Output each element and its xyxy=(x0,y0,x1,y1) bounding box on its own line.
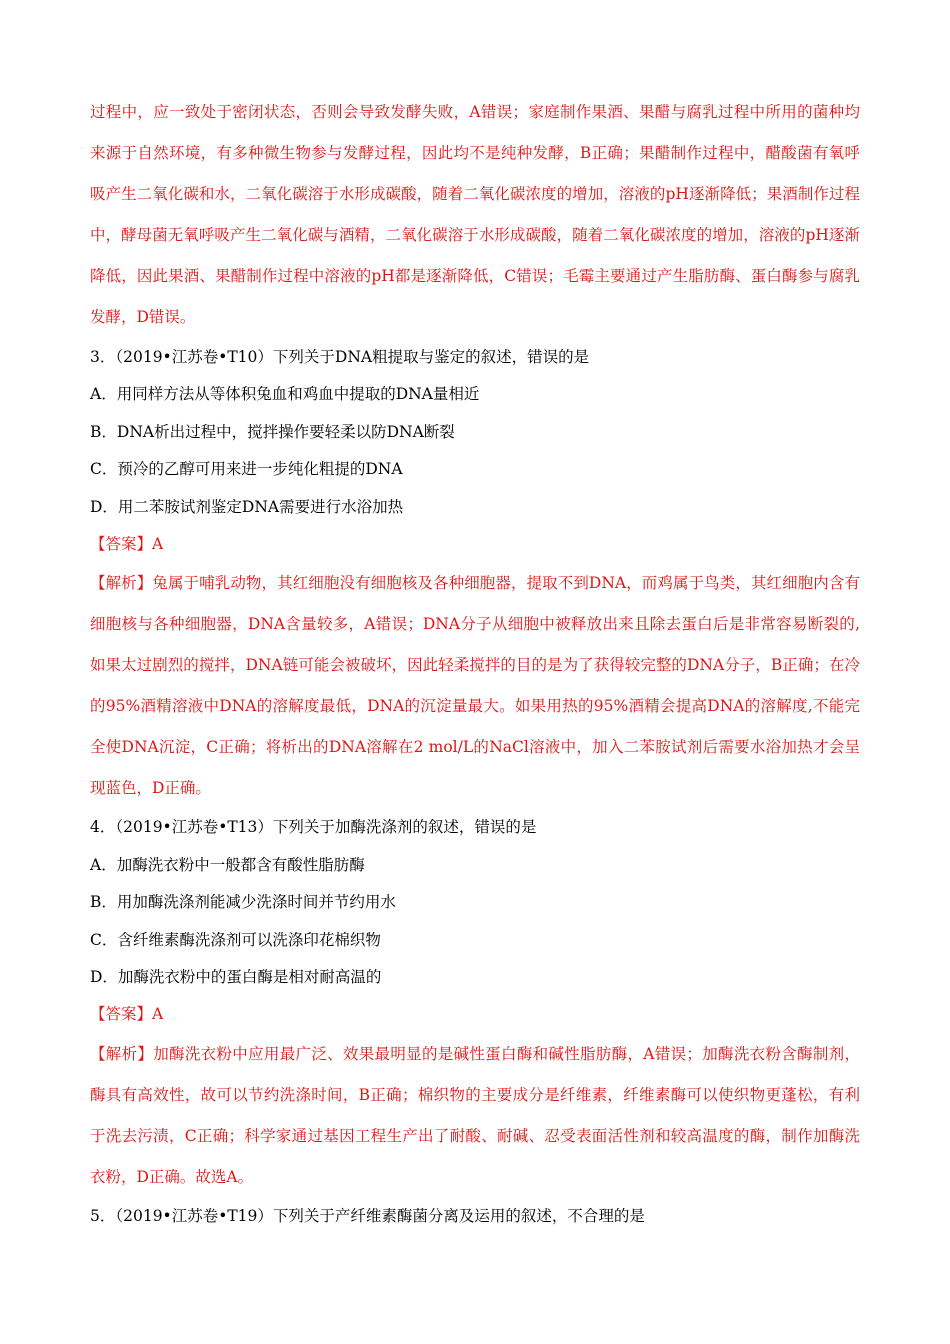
question-3-answer xyxy=(90,526,860,563)
question-4-analysis xyxy=(90,1034,860,1198)
question-3-option-d: D．用二苯胺试剂鉴定DNA需要进行水浴加热 xyxy=(90,497,404,516)
answer-value: A xyxy=(152,1005,164,1024)
question-3-option-a: A．用同样方法从等体积兔血和鸡血中提取的DNA量相近 xyxy=(90,385,480,404)
answer-label: 【答案】 xyxy=(90,1005,153,1024)
analysis-text: 兔属于哺乳动物，其红细胞没有细胞核及各种细胞器，提取不到DNA，而鸡属于鸟类，其红细胞内含有细胞核与各种细胞器，DNA含量较多，A错误；DNA分子从细胞中被释放出来且除去蛋白后是非常容易断裂的,如果太过剧烈的搅拌，DNA链可能会被破坏，因此轻柔搅拌的目的是为了获得较完整的DNA分子，B正确；在冷的95%酒精溶液中DNA的溶解度最低，DNA的沉淀量最大。如果用热的95%酒精会提高DNA的溶解度,不能完全使DNA沉淀，C正确；将析出的DNA溶解在2 mol/L的NaCl溶液中，加入二苯胺试剂后需要水浴加热才会呈现蓝色，D正确。 xyxy=(90,574,860,798)
analysis-text: 加酶洗衣粉中应用最广泛、效果最明显的是碱性蛋白酶和碱性脂肪酶，A错误；加酶洗衣粉含酶制剂，酶具有高效性，故可以节约洗涤时间，B正确；棉织物的主要成分是纤维素，纤维素酶可以使织物更蓬松，有利于洗去污渍，C正确；科学家通过基因工程生产出了耐酸、耐碱、忍受表面活性剂和较高温度的酶，制作加酶洗衣粉，D正确。故选A。 xyxy=(90,1044,860,1186)
previous-question-analysis: 过程中，应一致处于密闭状态，否则会导致发酵失败，A错误；家庭制作果酒、果醋与腐乳过程中所用的菌种均来源于自然环境，有多种微生物参与发酵过程，因此均不是纯种发酵，B正确；果醋制作过程中，醋酸菌有氧呼吸产生二氧化碳和水，二氧化碳溶于水形成碳酸，随着二氧化碳浓度的增加，溶液的pH逐渐降低；果酒制作过程中，酵母菌无氧呼吸产生二氧化碳与酒精，二氧化碳溶于水形成碳酸，随着二氧化碳浓度的增加，溶液的pH逐渐降低，因此果酒、果醋制作过程中溶液的pH都是逐渐降低，C错误；毛霉主要通过产生脂肪酶、蛋白酶参与腐乳发酵，D错误。 xyxy=(90,103,860,326)
answer-value: A xyxy=(152,535,164,554)
question-4 xyxy=(90,809,860,1197)
question-4-option-d: D．加酶洗衣粉中的蛋白酶是相对耐高温的 xyxy=(90,968,382,987)
question-3 xyxy=(90,339,860,809)
question-5-stem: 5．（2019•江苏卷•T19）下列关于产纤维素酶菌分离及运用的叙述，不合理的是 xyxy=(90,1206,645,1225)
question-3-option-c: C．预冷的乙醇可用来进一步纯化粗提的DNA xyxy=(90,460,403,479)
question-3-stem: 3．（2019•江苏卷•T10）下列关于DNA粗提取与鉴定的叙述，错误的是 xyxy=(90,348,590,366)
analysis-label: 【解析】 xyxy=(90,1044,154,1063)
analysis-label: 【解析】 xyxy=(90,574,153,593)
question-4-stem: 4．（2019•江苏卷•T13）下列关于加酶洗涤剂的叙述，错误的是 xyxy=(90,818,537,837)
question-4-option-b: B．用加酶洗涤剂能减少洗涤时间并节约用水 xyxy=(90,893,396,912)
question-4-answer xyxy=(90,996,860,1033)
question-4-option-c: C．含纤维素酶洗涤剂可以洗涤印花棉织物 xyxy=(90,930,381,949)
question-4-option-a: A．加酶洗衣粉中一般都含有酸性脂肪酶 xyxy=(90,855,365,874)
answer-label: 【答案】 xyxy=(90,535,153,554)
document-page xyxy=(90,92,860,1235)
question-3-analysis xyxy=(90,563,860,809)
question-5 xyxy=(90,1198,860,1235)
question-3-option-b: B．DNA析出过程中，搅拌操作要轻柔以防DNA断裂 xyxy=(90,422,455,441)
